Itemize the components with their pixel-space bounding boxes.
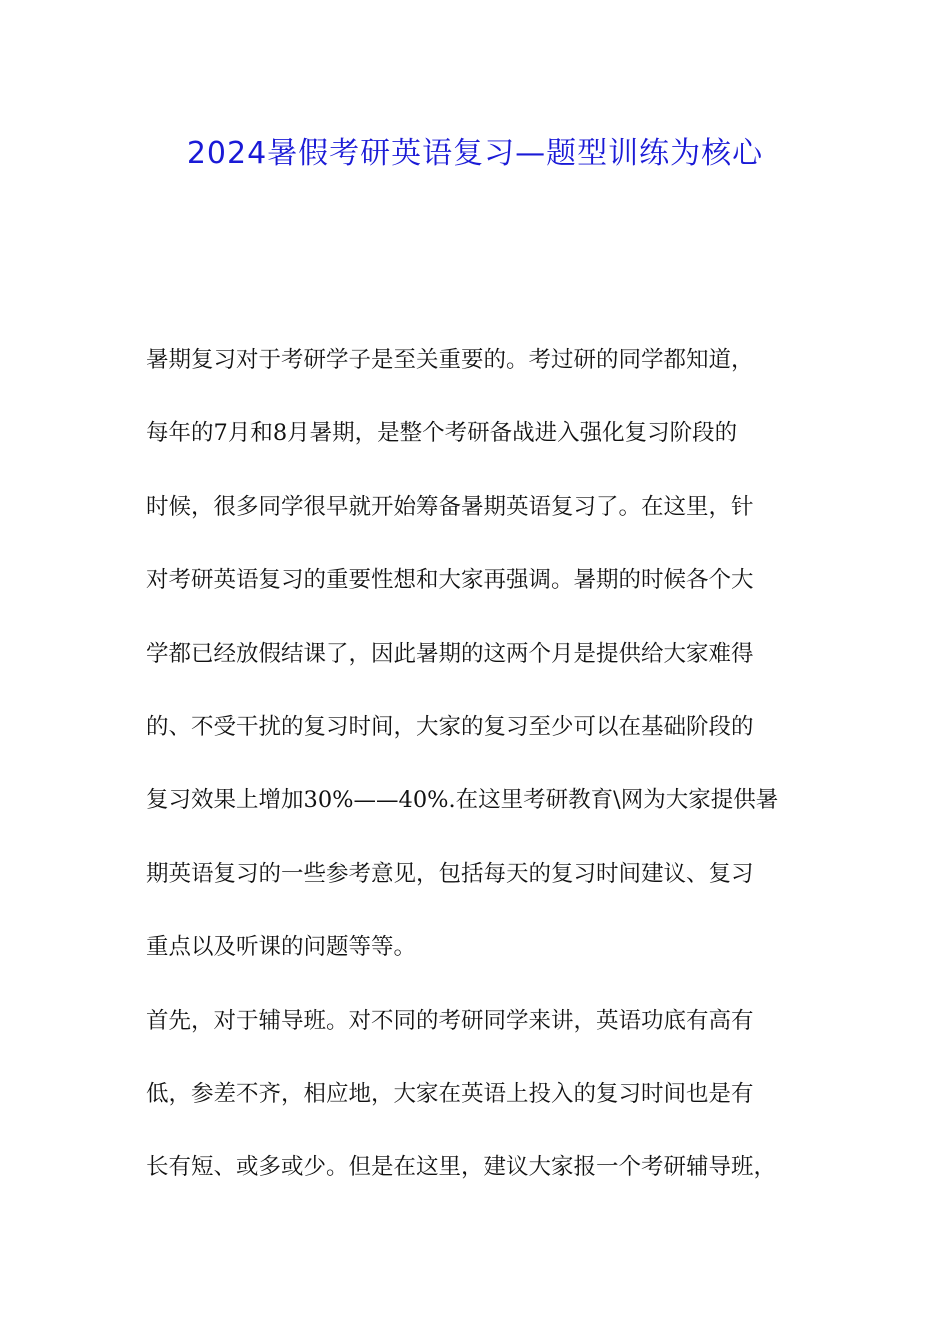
document-body (146, 336, 806, 1217)
text-line: 期英语复习的一些参考意见，包括每天的复习时间建议、复习 (146, 860, 754, 887)
text-line: 首先，对于辅导班。对不同的考研同学来讲，英语功底有高有 (146, 1007, 754, 1034)
text-line: 重点以及听课的问题等等。 (146, 934, 417, 961)
text-line: 暑期复习对于考研学子是至关重要的。考过研的同学都知道， (146, 347, 754, 373)
text-line: 时候，很多同学很早就开始筹备暑期英语复习了。在这里，针 (146, 493, 754, 520)
text-line: 长有短、或多或少。但是在这里，建议大家报一个考研辅导班， (146, 1154, 777, 1181)
text-line: 对考研英语复习的重要性想和大家再强调。暑期的时候各个大 (146, 567, 754, 594)
text-line: 复习效果上增加30%——40%.在这里考研教育\网为大家提供暑 (146, 787, 779, 814)
paragraph (146, 336, 806, 997)
text-line: 每年的7月和8月暑期，是整个考研备战进入强化复习阶段的 (146, 420, 738, 447)
document-title: 2024暑假考研英语复习—题型训练为核心 (186, 136, 764, 171)
text-line: 学都已经放假结课了，因此暑期的这两个月是提供给大家难得 (146, 640, 754, 667)
paragraph (146, 997, 806, 1217)
text-line: 低，参差不齐，相应地，大家在英语上投入的复习时间也是有 (146, 1080, 754, 1107)
text-line: 的、不受干扰的复习时间，大家的复习至少可以在基础阶段的 (146, 713, 754, 740)
